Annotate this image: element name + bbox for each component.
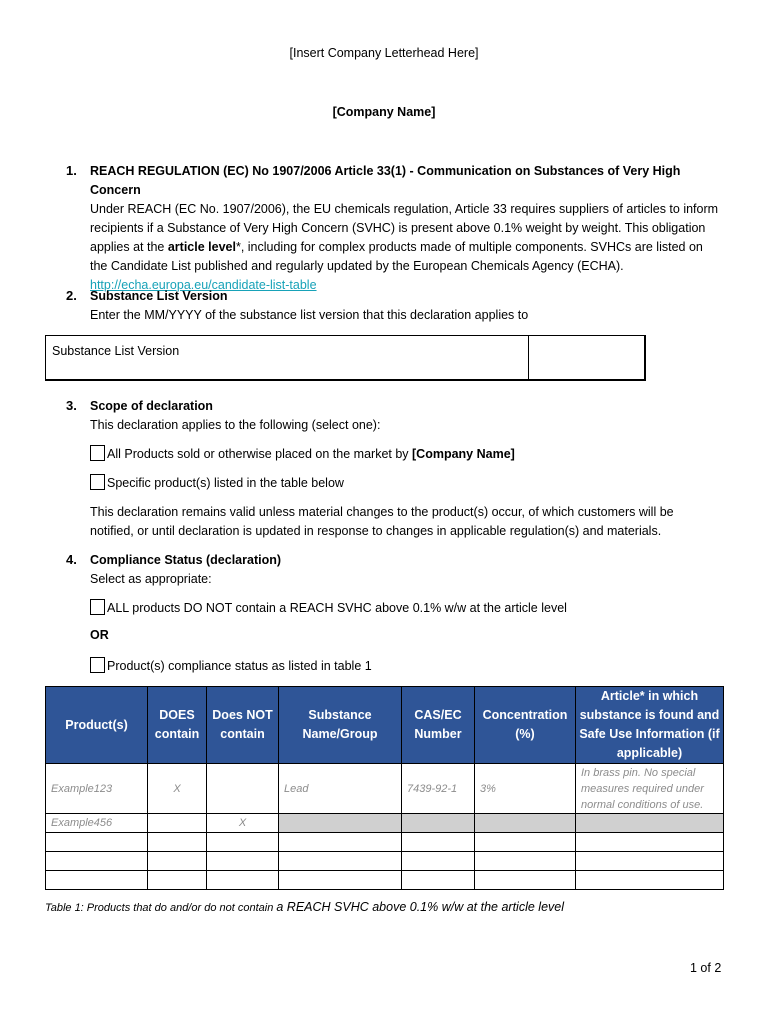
- table-cell[interactable]: [402, 814, 475, 833]
- table-row: [46, 764, 724, 814]
- scope-option-company-name: [Company Name]: [412, 447, 515, 461]
- table-cell[interactable]: [576, 852, 724, 871]
- section-4-title: Compliance Status (declaration): [90, 553, 282, 567]
- validity-line-2: notified, or until declaration is updated in response to changes in applicable regulation(s) and materials.: [90, 524, 662, 538]
- section-2-number: 2.: [66, 288, 77, 303]
- table-cell[interactable]: [279, 852, 402, 871]
- header-concentration: Concentration (%): [475, 687, 576, 764]
- checkbox-all-do-not-contain[interactable]: [90, 599, 105, 615]
- compliance-option-none-label: ALL products DO NOT contain a REACH SVHC above 0.1% w/w at the article level: [107, 601, 567, 615]
- section-3: [90, 397, 730, 435]
- validity-statement: [90, 503, 730, 541]
- substance-list-version-label: Substance List Version: [52, 344, 180, 358]
- compliance-table: [45, 686, 724, 890]
- table-cell[interactable]: [207, 764, 279, 814]
- table-cell[interactable]: [207, 871, 279, 890]
- table-caption-large: a REACH SVHC above 0.1% w/w at the article level: [276, 900, 564, 914]
- table-cell[interactable]: [46, 871, 148, 890]
- section-1-line-3-post: *, including for complex products made of multiple components. SVHCs are listed on: [235, 240, 703, 254]
- table-cell[interactable]: Example123: [46, 764, 148, 814]
- table-cell[interactable]: [279, 871, 402, 890]
- table-cell[interactable]: [148, 871, 207, 890]
- section-1-line-1: Under REACH (EC No. 1907/2006), the EU chemicals regulation, Article 33 requires suppliers of articles to inform: [90, 202, 719, 216]
- article-level-bold: article level: [167, 240, 236, 254]
- table-cell[interactable]: 7439-92-1: [402, 764, 475, 814]
- checkbox-specific-products[interactable]: [90, 474, 105, 490]
- table-cell[interactable]: [279, 833, 402, 852]
- table-cell[interactable]: [46, 833, 148, 852]
- table-cell[interactable]: [279, 814, 402, 833]
- header-article-safe-use: Article* in which substance is found and Safe Use Information (if applicable): [576, 687, 724, 764]
- table-cell[interactable]: [148, 833, 207, 852]
- checkbox-all-products[interactable]: [90, 445, 105, 461]
- table-cell[interactable]: [402, 871, 475, 890]
- company-name-heading: [Company Name]: [332, 105, 436, 119]
- substance-list-version-box: [45, 335, 646, 381]
- section-1-title: REACH REGULATION (EC) No 1907/2006 Article 33(1) - Communication on Substances of Very High Concern: [90, 164, 681, 197]
- page-number: 1 of 2: [690, 961, 722, 975]
- scope-option-all-products[interactable]: [90, 445, 515, 461]
- table-cell[interactable]: [576, 833, 724, 852]
- compliance-option-table[interactable]: [90, 657, 372, 673]
- table-row: [46, 871, 724, 890]
- table-cell[interactable]: [207, 833, 279, 852]
- validity-line-1: This declaration remains valid unless material changes to the product(s) occur, of which customers will be: [90, 505, 674, 519]
- header-products: Product(s): [46, 687, 148, 764]
- section-1: [90, 162, 730, 295]
- table-cell[interactable]: Example456: [46, 814, 148, 833]
- section-2-instruction: Enter the MM/YYYY of the substance list version that this declaration applies to: [90, 308, 529, 322]
- table-cell[interactable]: [475, 871, 576, 890]
- table-cell[interactable]: Lead: [279, 764, 402, 814]
- section-1-line-4: the Candidate List published and regularly updated by the European Chemicals Agency (ECHA).: [90, 259, 624, 273]
- table-cell[interactable]: [475, 833, 576, 852]
- compliance-option-table-label: Product(s) compliance status as listed in table 1: [107, 659, 372, 673]
- box-divider: [528, 336, 529, 379]
- section-1-line-2: recipients if a Substance of Very High Concern (SVHC) is present above 0.1% weight by weight. This obligation: [90, 221, 706, 235]
- table-cell[interactable]: [402, 852, 475, 871]
- table-caption: [45, 900, 564, 914]
- scope-option-specific-products[interactable]: [90, 474, 344, 490]
- table-cell[interactable]: [576, 814, 724, 833]
- scope-option-all-products-label: All Products sold or otherwise placed on the market by: [107, 447, 413, 461]
- table-row: [46, 814, 724, 833]
- or-label: OR: [90, 628, 109, 642]
- table-cell[interactable]: [148, 852, 207, 871]
- echa-candidate-list-link[interactable]: http://echa.europa.eu/candidate-list-table: [90, 278, 317, 292]
- table-cell[interactable]: In brass pin. No special measures required under normal conditions of use.: [576, 764, 724, 814]
- table-cell[interactable]: X: [207, 814, 279, 833]
- checkbox-status-in-table[interactable]: [90, 657, 105, 673]
- section-1-number: 1.: [66, 163, 77, 178]
- table-cell[interactable]: [207, 852, 279, 871]
- table-row: [46, 852, 724, 871]
- section-1-line-3: [90, 238, 730, 257]
- substance-list-version-field[interactable]: [536, 344, 636, 368]
- table-header-row: [46, 687, 724, 764]
- table-cell[interactable]: [475, 814, 576, 833]
- section-4-instruction: Select as appropriate:: [90, 572, 212, 586]
- letterhead-placeholder: [Insert Company Letterhead Here]: [289, 46, 479, 60]
- section-3-instruction: This declaration applies to the following (select one):: [90, 418, 381, 432]
- table-row: [46, 833, 724, 852]
- scope-option-specific-products-label: Specific product(s) listed in the table below: [107, 476, 344, 490]
- section-1-line-3-pre: applies at the: [90, 240, 168, 254]
- table-cell[interactable]: [148, 814, 207, 833]
- section-4-number: 4.: [66, 552, 77, 567]
- header-substance: Substance Name/Group: [279, 687, 402, 764]
- table-caption-small: Table 1: Products that do and/or do not contain: [45, 902, 277, 914]
- section-3-number: 3.: [66, 398, 77, 413]
- header-does-not-contain: Does NOT contain: [207, 687, 279, 764]
- section-2-title: Substance List Version: [90, 289, 228, 303]
- table-cell[interactable]: X: [148, 764, 207, 814]
- header-does-contain: DOES contain: [148, 687, 207, 764]
- table-cell[interactable]: [576, 871, 724, 890]
- table-cell[interactable]: [475, 852, 576, 871]
- table-cell[interactable]: [402, 833, 475, 852]
- section-2: [90, 287, 730, 325]
- section-3-title: Scope of declaration: [90, 399, 213, 413]
- table-cell[interactable]: 3%: [475, 764, 576, 814]
- header-cas-ec: CAS/EC Number: [402, 687, 475, 764]
- compliance-option-none[interactable]: [90, 599, 567, 615]
- table-cell[interactable]: [46, 852, 148, 871]
- section-4: [90, 551, 730, 589]
